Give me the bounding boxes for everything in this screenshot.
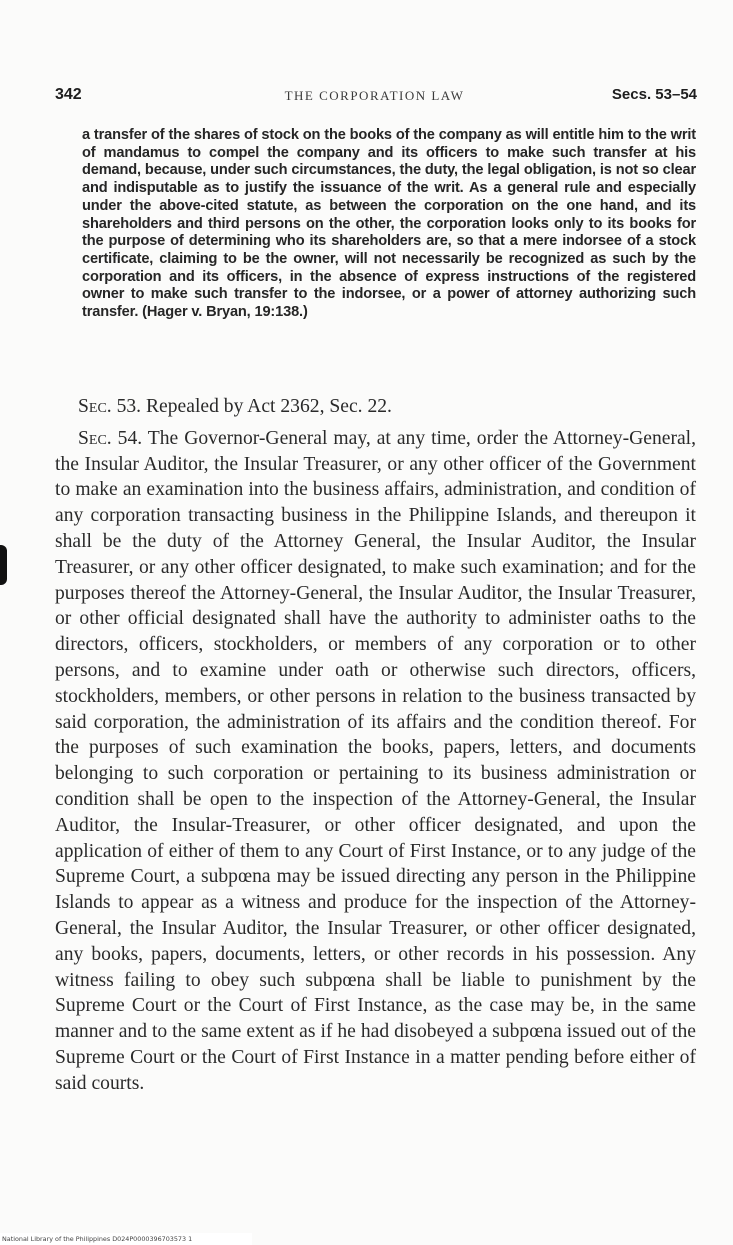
section-53-text: Repealed by Act 2362, Sec. 22. — [145, 396, 392, 417]
case-annotation — [82, 127, 696, 322]
binding-mark — [0, 545, 7, 585]
page-number: 342 — [55, 86, 82, 103]
section-54-text: The Governor-General may, at any time, order the Attorney-General, the Insular Auditor, the Insular Treasurer, or any other officer of the Government to make an examination into the business affairs, administration, and condition of any corporation transacting business in the Philippine Islands, and thereupon it shall be the duty of the Attorney General, the Insular Auditor, the Insular Treasurer, or any other officer designated, to make such examination; and for the purposes thereof the Attorney-General, the Insular Auditor, the Insular Treasurer, or other official designated shall have the authority to administer oaths to the directors, officers, stockholders, or members of any corporation or to other persons, and to examine under oath or otherwise such directors, officers, stockholders, members, or other persons in relation to the business transacted by said corporation, the administration of its affairs and the condition thereof. For the purposes of such examination the books, papers, letters, and documents belonging to such corporation or pertaining to its business administration or condition shall be open to the inspection of the Attorney-General, the Insular Auditor, the Insular-Treasurer, or other officer designated, and upon the application of either of them to any Court of First Instance, or to any judge of the Supreme Court, a subpœna may be issued directing any person in the Philippine Islands to appear as a witness and produce for the inspection of the Attorney-General, the Insular Auditor, the Insular Treasurer, or other officer designated, any books, papers, documents, letters, or other records in his possession. Any witness failing to obey such subpœna shall be liable to punishment by the Supreme Court or the Court of First Instance, as the case may be, in the same manner and to the same extent as if he had disobeyed a subpœna issued out of the Supreme Court or the Court of First Instance in a matter pending before either of said courts. — [55, 427, 697, 1094]
section-53 — [55, 394, 696, 420]
section-54-label: Sec. 54. — [78, 427, 143, 449]
annotation-text: a transfer of the shares of stock on the books of the company as will entitle him to the writ of mandamus to compel the company and its officers to make such transfer at his demand, because, under such circumstances, the duty, the legal obligation, is not so clear and indisputable as to justify the issuance of the writ. As a general rule and especially under the above-cited statute, as between the corporation on the one hand, and its shareholders and third persons on the other, the corporation looks only to its books for the purpose of determining who its shareholders are, so that a mere indorsee of a stock certificate, claiming to be the owner, will not necessarily be recognized as such by the corporation and its officers, in the absence of express instructions of the registered owner to make such transfer to the indorsee, or a power of attorney authorizing such transfer. (Hager v. Bryan, 19:138.) — [82, 127, 696, 321]
library-watermark: National Library of the Philippines D024P0000396703573 1 — [0, 1233, 252, 1245]
section-range: Secs. 53–54 — [611, 86, 697, 103]
statute-body — [55, 394, 696, 1103]
page-header — [52, 84, 697, 108]
section-53-label: Sec. 53. — [78, 396, 142, 417]
section-54 — [55, 426, 696, 1097]
running-title: THE CORPORATION LAW — [284, 88, 465, 103]
